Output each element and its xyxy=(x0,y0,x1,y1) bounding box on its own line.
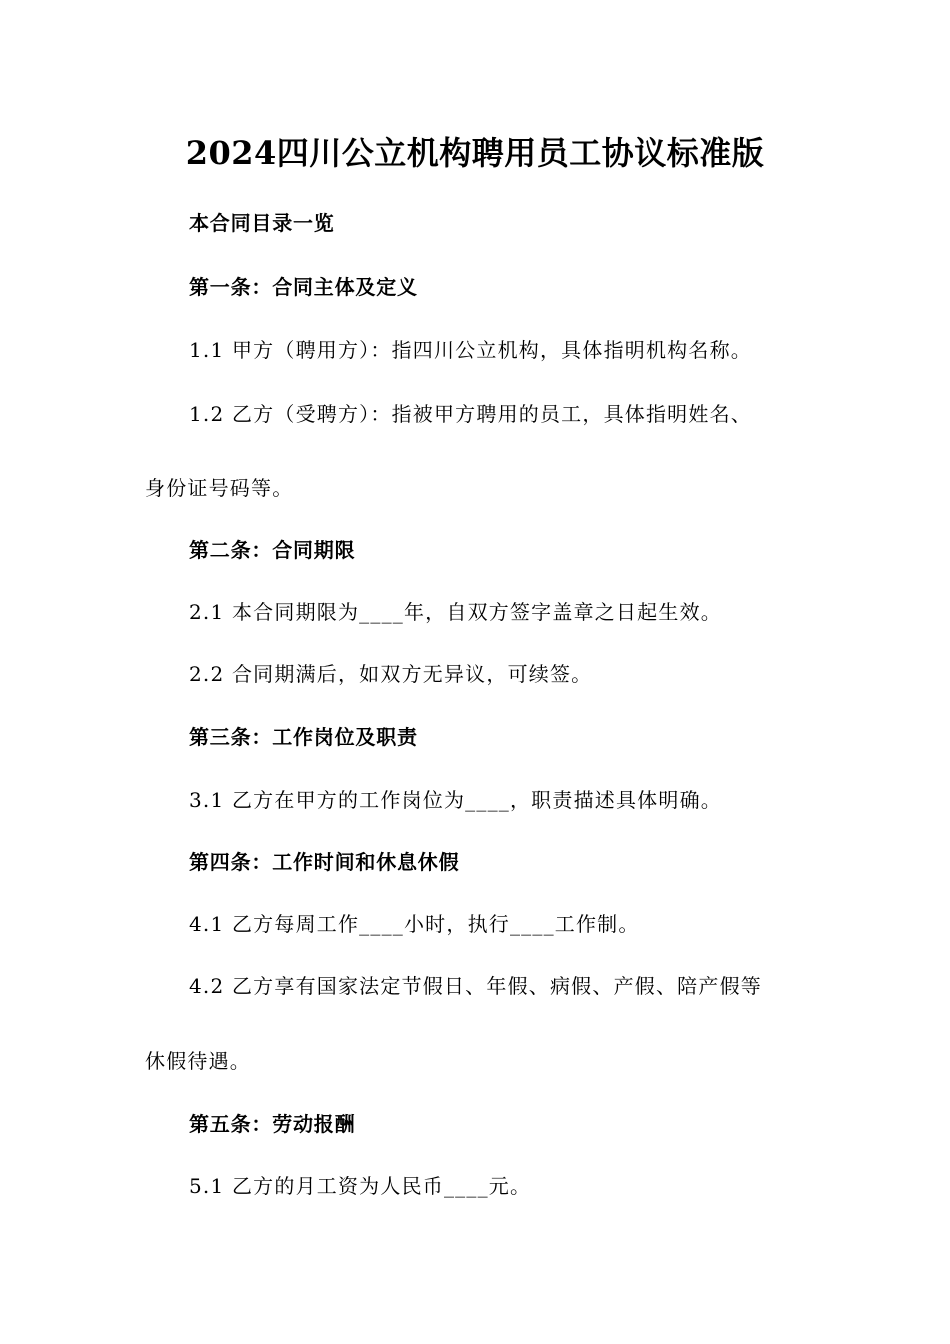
clause-5-1: 5.1 乙方的月工资为人民币____元。 xyxy=(189,1174,532,1198)
clause-4-2: 4.2 乙方享有国家法定节假日、年假、病假、产假、陪产假等 xyxy=(189,974,762,998)
article-2-heading: 第二条：合同期限 xyxy=(189,538,356,562)
toc-heading: 本合同目录一览 xyxy=(189,211,335,235)
clause-4-1: 4.1 乙方每周工作____小时，执行____工作制。 xyxy=(189,912,640,936)
clause-4-2-continued: 休假待遇。 xyxy=(145,1049,251,1073)
article-4-heading: 第四条：工作时间和休息休假 xyxy=(189,850,460,874)
article-1-heading: 第一条：合同主体及定义 xyxy=(189,275,418,299)
document-title: 2024四川公立机构聘用员工协议标准版 xyxy=(185,134,765,172)
article-5-heading: 第五条：劳动报酬 xyxy=(189,1112,356,1136)
clause-1-1: 1.1 甲方（聘用方）：指四川公立机构，具体指明机构名称。 xyxy=(189,338,752,362)
article-3-heading: 第三条：工作岗位及职责 xyxy=(189,725,418,749)
clause-2-2: 2.2 合同期满后，如双方无异议，可续签。 xyxy=(189,662,593,686)
clause-2-1: 2.1 本合同期限为____年，自双方签字盖章之日起生效。 xyxy=(189,600,722,624)
clause-3-1: 3.1 乙方在甲方的工作岗位为____，职责描述具体明确。 xyxy=(189,788,722,812)
clause-1-2: 1.2 乙方（受聘方）：指被甲方聘用的员工，具体指明姓名、 xyxy=(189,402,752,426)
clause-1-2-continued: 身份证号码等。 xyxy=(145,476,294,500)
